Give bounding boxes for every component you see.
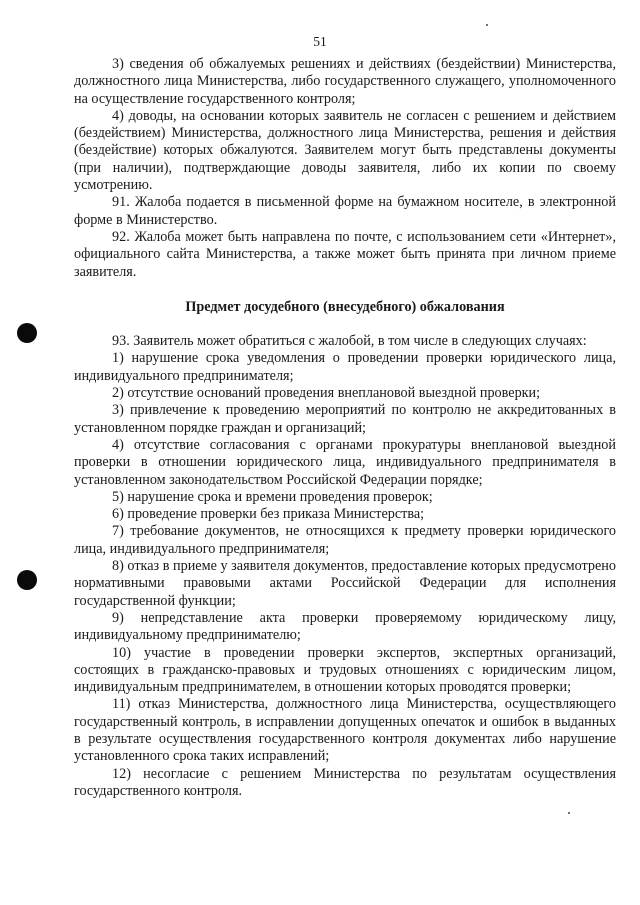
paragraph: 4) доводы, на основании которых заявитель не согласен с решением и действием (бездействием) Министерства, должностного лица Министерства, решения и действия (бездействие) которых обжалуются. Заявителем могут быть представлены документы (при наличии), подтверждающие доводы заявителя, либо их копии по своему усмотрению. bbox=[74, 107, 616, 194]
list-item: 2) отсутствие оснований проведения внеплановой выездной проверки; bbox=[112, 385, 541, 402]
list-item: 4) отсутствие согласования с органами прокуратуры внеплановой выездной проверки в отношении юридического лица, индивидуального предпринимателя в установленном законодательством Российской Федерации порядке; bbox=[74, 436, 616, 488]
list-item: 10) участие в проведении проверки экспертов, экспертных организаций, состоящих в гражданско-правовых и трудовых отношениях с юридическим лицом, индивидуальным предпринимателем, в отношении которых проводятся проверки; bbox=[74, 644, 616, 696]
section-title: Предмет досудебного (внесудебного) обжалования bbox=[185, 298, 505, 315]
paragraph: 91. Жалоба подается в письменной форме на бумажном носителе, в электронной форме в Министерство. bbox=[74, 194, 616, 228]
list-item: 1) нарушение срока уведомления о проведении проверки юридического лица, индивидуального предпринимателя; bbox=[74, 350, 616, 384]
paragraph: 3) сведения об обжалуемых решениях и действиях (бездействии) Министерства, должностного лица Министерства, либо государственного служащего, уполномоченного на осуществление государственного контроля; bbox=[74, 56, 616, 107]
list-item: 8) отказ в приеме у заявителя документов, предоставление которых предусмотрено нормативными правовыми актами Российской Федерации для исполнения государственной функции; bbox=[74, 558, 616, 609]
punch-hole-bottom bbox=[17, 570, 37, 590]
list-item: 11) отказ Министерства, должностного лица Министерства, осуществляющего государственный контроль, в исправлении допущенных опечаток и ошибок в выданных в результате осуществления государственного контроля документах либо нарушение установленного срока таких исправлений; bbox=[74, 696, 616, 765]
page-number: 51 bbox=[313, 34, 327, 49]
paragraph: 92. Жалоба может быть направлена по почте, с использованием сети «Интернет», официального сайта Министерства, а также может быть принята при личном приеме заявителя. bbox=[74, 228, 616, 280]
document-body bbox=[74, 56, 616, 800]
list-item: 3) привлечение к проведению мероприятий по контролю не аккредитованных в установленном порядке граждан и организаций; bbox=[74, 402, 616, 436]
list-item: 7) требование документов, не относящихся к предмету проверки юридического лица, индивидуального предпринимателя; bbox=[74, 523, 616, 557]
paragraph: 93. Заявитель может обратиться с жалобой, в том числе в следующих случаях: bbox=[112, 333, 587, 350]
list-item: 9) непредставление акта проверки проверяемому юридическому лицу, индивидуальному предпринимателю; bbox=[74, 609, 616, 644]
list-item: 12) несогласие с решением Министерства по результатам осуществления государственного контроля. bbox=[74, 765, 616, 799]
list-item: 5) нарушение срока и времени проведения проверок; bbox=[112, 488, 433, 505]
list-item: 6) проведение проверки без приказа Министерства; bbox=[112, 506, 425, 523]
punch-hole-top bbox=[17, 323, 37, 343]
scan-speck bbox=[486, 24, 488, 26]
scan-speck bbox=[568, 812, 570, 814]
